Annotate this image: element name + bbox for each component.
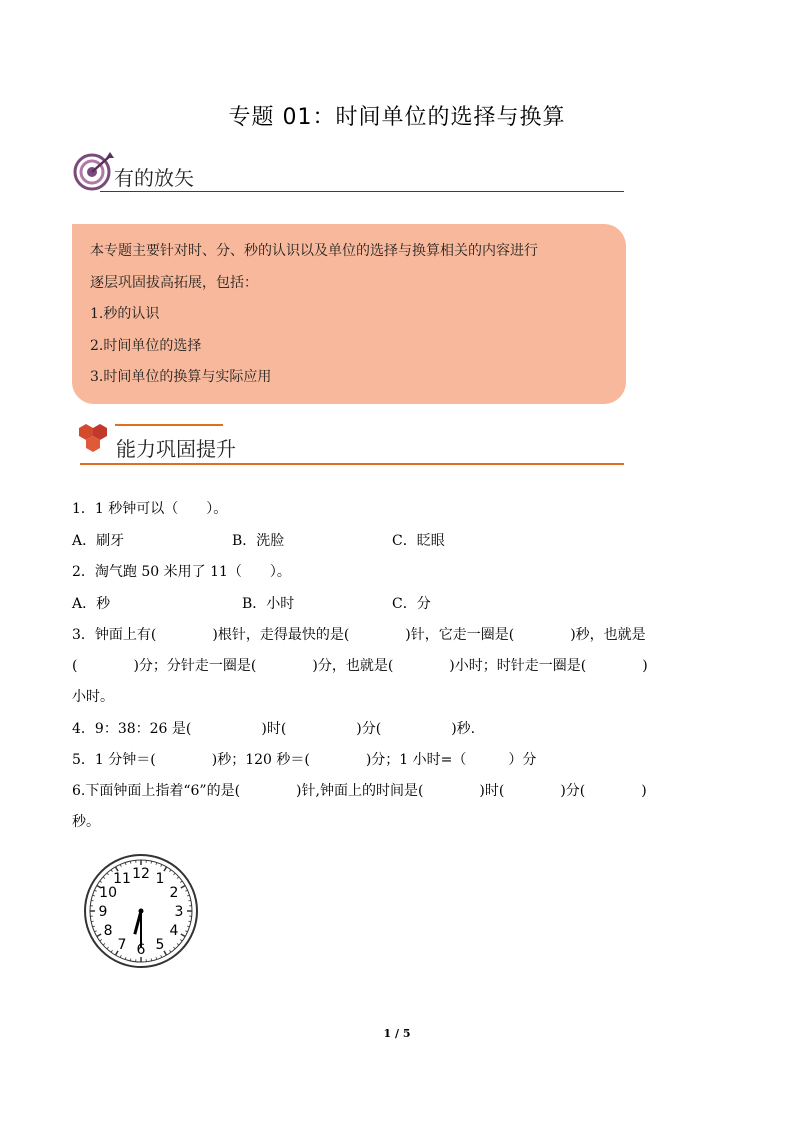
- clock-numeral: 6: [136, 942, 146, 958]
- intro-text: 逐层巩固拔高拓展，包括：: [90, 274, 258, 291]
- clock-tick: [130, 958, 131, 960]
- intro-list-item: 1.秒的认识: [90, 306, 160, 322]
- option-c: C．眨眼: [392, 533, 445, 549]
- clock-numeral: 2: [169, 885, 179, 901]
- question-1: 1．1 秒钟可以（ ）。: [72, 501, 228, 517]
- clock-numeral: 12: [132, 866, 150, 882]
- clock-tick: [91, 900, 93, 901]
- clock-numeral: 1: [155, 871, 165, 888]
- question-6: 6.下面钟面上指着“6”的是( )针,钟面上的时间是( )时( )分( ): [72, 783, 647, 799]
- clock-numeral: 7: [117, 936, 127, 953]
- clock-tick: [130, 861, 131, 863]
- clock-center: [139, 909, 144, 914]
- clock-tick: [188, 921, 190, 922]
- question-3-continued: 小时。: [72, 689, 114, 705]
- question-4: 4．9：38：26 是( )时( )分( )秒.: [72, 721, 476, 737]
- clock-numeral: 5: [155, 936, 165, 953]
- intro-text: 本专题主要针对时、分、秒的认识以及单位的选择与换算相关的内容进行: [90, 243, 538, 259]
- option-a: A．秒: [72, 596, 111, 612]
- question-3: 3．钟面上有( )根针，走得最快的是( )针，它走一圈是( )秒，也就是: [72, 627, 646, 643]
- clock-tick: [91, 921, 93, 922]
- question-3-continued: ( )分；分针走一圈是( )分，也就是( )小时；时针走一圈是( ): [72, 658, 648, 674]
- section-divider: [100, 191, 624, 192]
- clock-numeral: 11: [113, 871, 131, 888]
- clock-numeral: 9: [98, 904, 108, 920]
- option-a: A．刷牙: [72, 533, 125, 549]
- clock-face: [82, 852, 200, 970]
- clock-numeral: 10: [99, 885, 118, 901]
- section-heading-practice: 能力巩固提升: [116, 437, 236, 461]
- page-number: 1 / 5: [383, 1027, 411, 1040]
- intro-box: [72, 224, 626, 404]
- clock-tick: [188, 900, 190, 901]
- question-6-continued: 秒。: [72, 814, 100, 830]
- clock-numeral: 3: [174, 904, 184, 920]
- section-divider: [80, 463, 624, 465]
- option-c: C．分: [392, 596, 431, 612]
- option-b: B．洗脸: [232, 533, 285, 549]
- question-2: 2．淘气跑 50 米用了 11（ ）。: [72, 564, 291, 580]
- page-title: 专题 01：时间单位的选择与换算: [228, 105, 566, 130]
- clock-tick: [151, 958, 152, 960]
- clock-numeral: 4: [169, 923, 179, 939]
- section-heading-goals: 有的放矢: [114, 166, 194, 190]
- clock-tick: [151, 861, 152, 863]
- intro-list-item: 3.时间单位的换算与实际应用: [90, 369, 272, 385]
- clock-numeral: 8: [103, 923, 113, 939]
- question-5: 5．1 分钟＝( )秒；120 秒＝( )分；1 小时=（ ）分: [72, 752, 537, 768]
- option-b: B．小时: [242, 596, 295, 612]
- target-icon: [72, 150, 116, 194]
- section-top-accent: [115, 424, 223, 426]
- hexagon-icon: [74, 420, 118, 464]
- intro-list-item: 2.时间单位的选择: [90, 337, 202, 354]
